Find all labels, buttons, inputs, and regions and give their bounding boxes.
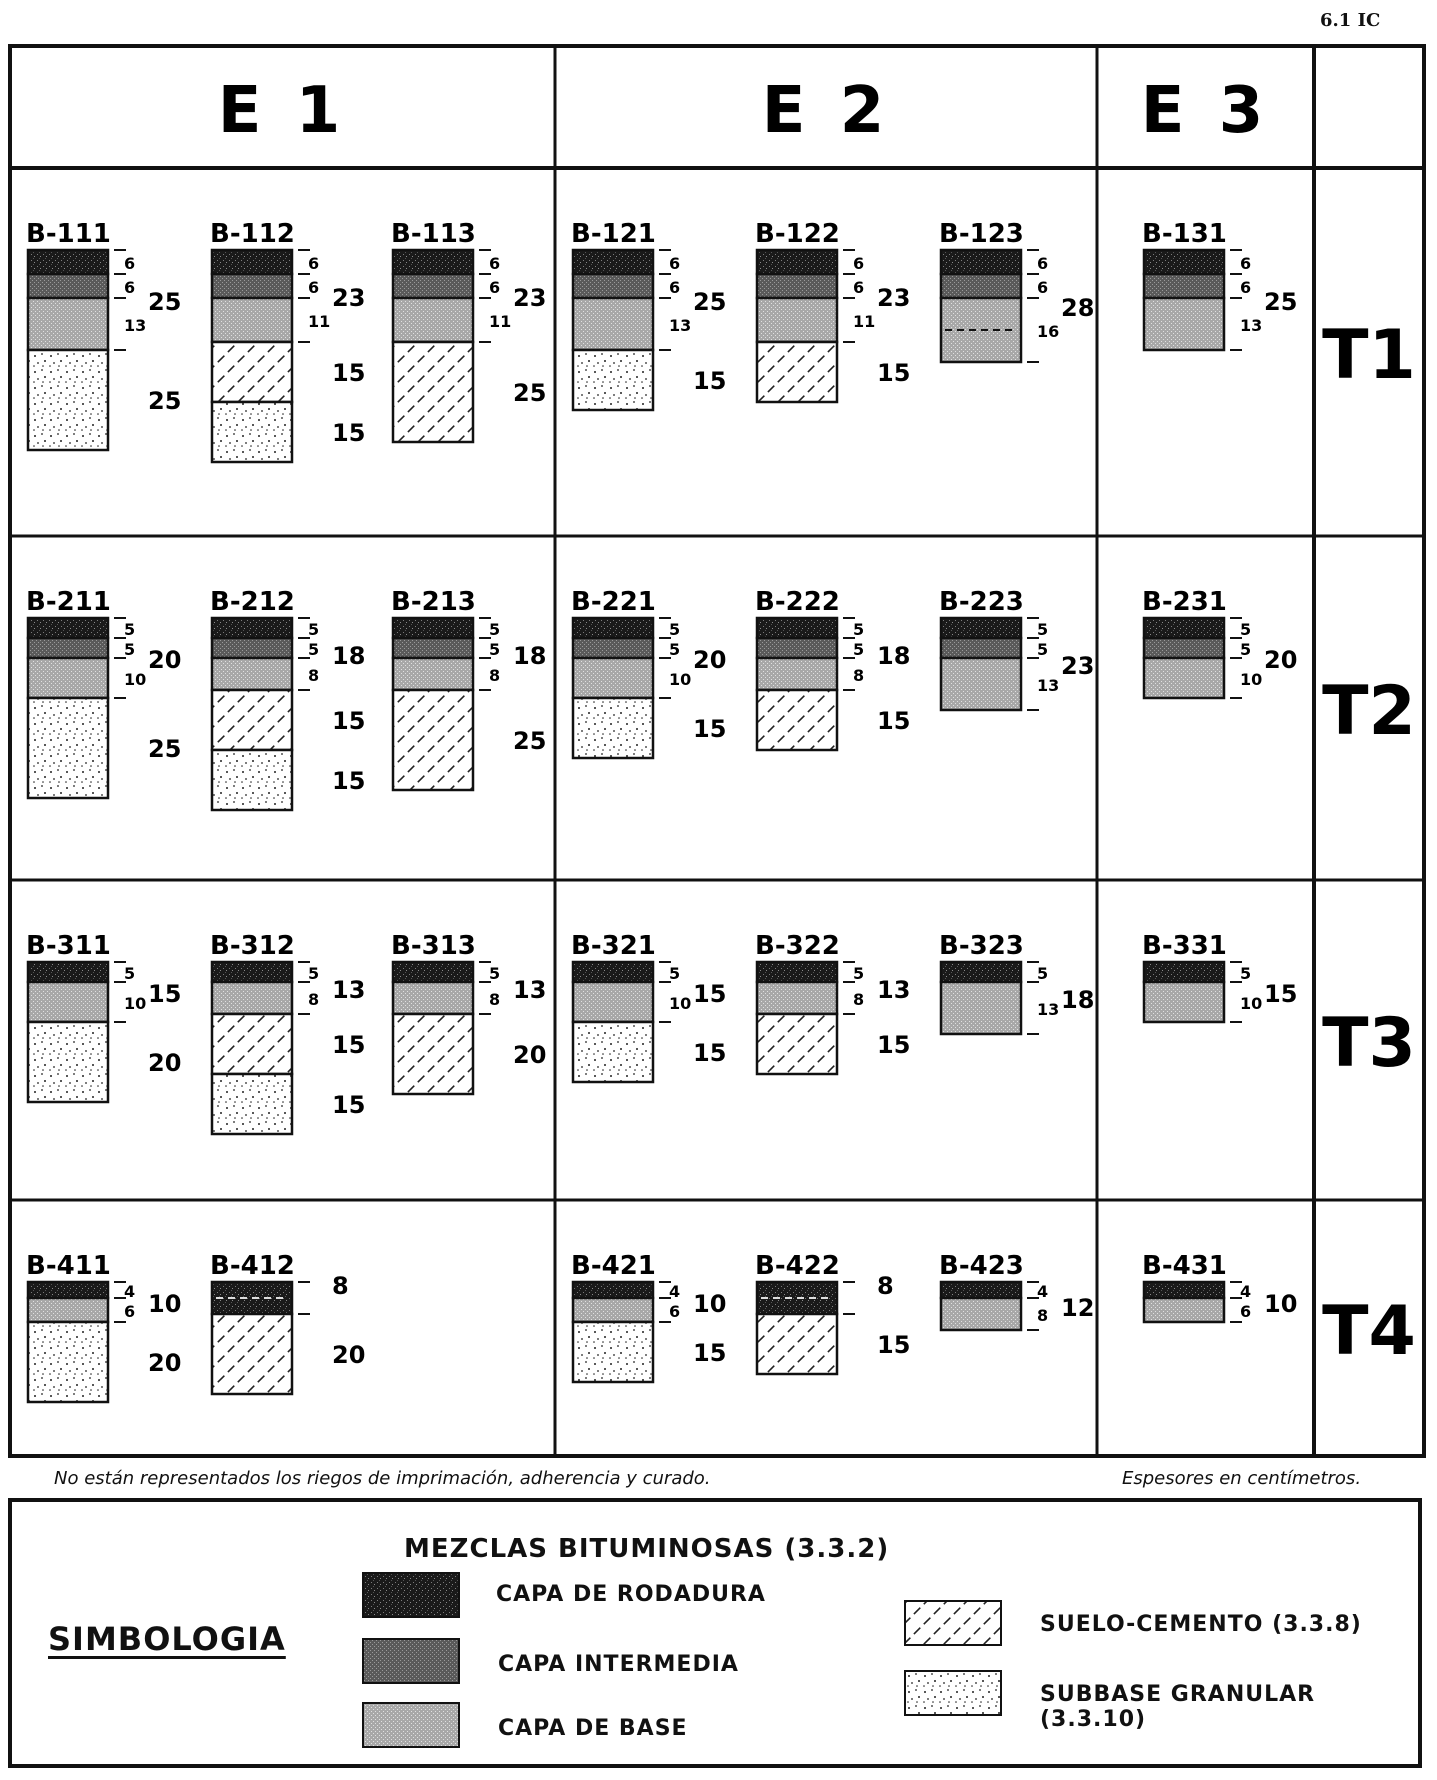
- layer-intermedia: [212, 638, 292, 658]
- section-code: B-123: [939, 219, 1024, 249]
- layer-suelo: [212, 342, 292, 402]
- thickness-label: 10: [1240, 994, 1263, 1013]
- section-b-423: [939, 1251, 1094, 1330]
- thickness-label: 20: [1264, 646, 1298, 674]
- row-label-t4: T4: [1322, 1292, 1416, 1371]
- section-code: B-113: [391, 219, 476, 249]
- thickness-label: 18: [1061, 986, 1095, 1014]
- thickness-label: 5: [308, 640, 320, 659]
- thickness-label: 25: [148, 288, 182, 316]
- thickness-label: 4: [1037, 1282, 1049, 1301]
- thickness-label: 25: [693, 288, 727, 316]
- thickness-label: 6: [669, 1302, 681, 1321]
- thickness-label: 8: [1037, 1306, 1049, 1325]
- section-code: B-411: [26, 1251, 111, 1281]
- thickness-label: 20: [148, 1349, 182, 1377]
- layer-rodadura: [1144, 1282, 1224, 1298]
- thickness-label: 10: [693, 1290, 727, 1318]
- layer-subbase: [212, 750, 292, 810]
- layer-base: [212, 298, 292, 342]
- row-label-t1: T1: [1322, 316, 1416, 395]
- layer-base: [757, 658, 837, 690]
- layer-intermedia: [573, 274, 653, 298]
- layer-rodadura: [757, 962, 837, 982]
- section-b-131: [1142, 219, 1297, 350]
- thickness-label: 5: [1240, 640, 1252, 659]
- thickness-label: 8: [489, 990, 501, 1009]
- layer-rodadura: [757, 250, 837, 274]
- layer-intermedia: [28, 274, 108, 298]
- layer-intermedia: [941, 638, 1021, 658]
- thickness-label: 5: [489, 640, 501, 659]
- thickness-label: 8: [489, 666, 501, 685]
- thickness-label: 5: [308, 964, 320, 983]
- section-b-211: [26, 587, 181, 798]
- layer-intermedia: [1144, 638, 1224, 658]
- swatch-suelo-cemento: [904, 1600, 1002, 1646]
- thickness-label: 13: [669, 316, 692, 335]
- layer-rodadura: [1144, 618, 1224, 638]
- layer-base: [393, 658, 473, 690]
- thickness-label: 5: [1240, 964, 1252, 983]
- layer-suelo: [212, 1014, 292, 1074]
- thickness-label: 13: [877, 976, 911, 1004]
- thickness-label: 13: [1037, 1000, 1060, 1019]
- layer-base: [757, 982, 837, 1014]
- layer-suelo: [757, 1014, 837, 1074]
- thickness-label: 8: [308, 666, 320, 685]
- thickness-label: 23: [877, 284, 911, 312]
- layer-base: [393, 982, 473, 1014]
- column-header-2: E 2: [761, 74, 891, 148]
- section-b-223: [939, 587, 1094, 710]
- thickness-label: 18: [332, 642, 366, 670]
- section-b-113: [391, 219, 546, 442]
- thickness-label: 8: [853, 990, 865, 1009]
- layer-subbase: [28, 1022, 108, 1102]
- section-code: B-321: [571, 931, 656, 961]
- layer-base: [28, 982, 108, 1022]
- thickness-label: 6: [124, 254, 136, 273]
- layer-base: [573, 298, 653, 350]
- section-code: B-112: [210, 219, 295, 249]
- column-header-3: E 3: [1140, 74, 1270, 148]
- thickness-label: 6: [489, 278, 501, 297]
- layer-rodadura: [1144, 962, 1224, 982]
- layer-subbase: [28, 1322, 108, 1402]
- thickness-label: 4: [124, 1282, 136, 1301]
- layer-base: [1144, 1298, 1224, 1322]
- layer-base: [28, 1298, 108, 1322]
- thickness-label: 6: [308, 254, 320, 273]
- thickness-label: 25: [148, 735, 182, 763]
- thickness-label: 5: [124, 620, 136, 639]
- legend-label-suelo-cemento: SUELO-CEMENTO (3.3.8): [1040, 1612, 1362, 1637]
- thickness-label: 6: [1240, 1302, 1252, 1321]
- section-code: B-421: [571, 1251, 656, 1281]
- layer-rodadura: [28, 962, 108, 982]
- section-code: B-212: [210, 587, 295, 617]
- layer-suelo: [757, 342, 837, 402]
- layer-intermedia: [393, 638, 473, 658]
- section-code: B-121: [571, 219, 656, 249]
- layer-suelo: [212, 1314, 292, 1394]
- section-b-323: [939, 931, 1094, 1034]
- layer-subbase: [212, 1074, 292, 1134]
- thickness-label: 23: [513, 284, 547, 312]
- thickness-label: 15: [693, 1039, 727, 1067]
- layer-rodadura: [393, 962, 473, 982]
- thickness-label: 5: [124, 640, 136, 659]
- layer-base: [28, 298, 108, 350]
- thickness-label: 25: [513, 379, 547, 407]
- thickness-label: 13: [1037, 676, 1060, 695]
- thickness-label: 20: [148, 646, 182, 674]
- layer-base: [1144, 982, 1224, 1022]
- layer-suelo: [393, 342, 473, 442]
- thickness-label: 8: [332, 1272, 349, 1300]
- section-b-231: [1142, 587, 1297, 698]
- thickness-label: 5: [489, 620, 501, 639]
- layer-intermedia: [757, 274, 837, 298]
- page-number: 6.1 IC: [1320, 10, 1381, 31]
- thickness-label: 15: [148, 980, 182, 1008]
- section-code: B-223: [939, 587, 1024, 617]
- section-code: B-231: [1142, 587, 1227, 617]
- layer-rodadura: [941, 618, 1021, 638]
- layer-base: [212, 982, 292, 1014]
- layer-suelo: [393, 690, 473, 790]
- thickness-label: 20: [513, 1041, 547, 1069]
- layer-rodadura: [573, 618, 653, 638]
- section-code: B-211: [26, 587, 111, 617]
- thickness-label: 6: [669, 278, 681, 297]
- section-code: B-313: [391, 931, 476, 961]
- thickness-label: 13: [124, 316, 147, 335]
- swatch-base: [362, 1702, 460, 1748]
- layer-rodadura: [1144, 250, 1224, 274]
- layer-rodadura: [941, 1282, 1021, 1298]
- layer-base: [941, 982, 1021, 1034]
- section-code: B-222: [755, 587, 840, 617]
- thickness-label: 12: [1061, 1294, 1095, 1322]
- layer-suelo: [393, 1014, 473, 1094]
- section-b-122: [755, 219, 910, 402]
- layer-intermedia: [1144, 274, 1224, 298]
- section-b-412: [210, 1251, 365, 1394]
- layer-subbase: [573, 350, 653, 410]
- thickness-label: 10: [1264, 1290, 1298, 1318]
- thickness-label: 5: [669, 964, 681, 983]
- thickness-label: 10: [669, 994, 692, 1013]
- legend-group-title: MEZCLAS BITUMINOSAS (3.3.2): [404, 1534, 890, 1564]
- layer-base: [573, 658, 653, 698]
- layer-base: [28, 658, 108, 698]
- legend-label-base: CAPA DE BASE: [498, 1716, 688, 1741]
- swatch-subbase: [904, 1670, 1002, 1716]
- layer-intermedia: [941, 274, 1021, 298]
- section-code: B-412: [210, 1251, 295, 1281]
- thickness-label: 8: [877, 1272, 894, 1300]
- thickness-label: 15: [877, 1031, 911, 1059]
- section-b-221: [571, 587, 726, 758]
- thickness-label: 5: [1037, 620, 1049, 639]
- thickness-label: 15: [332, 359, 366, 387]
- section-b-212: [210, 587, 365, 810]
- thickness-label: 10: [124, 670, 147, 689]
- thickness-label: 28: [1061, 294, 1095, 322]
- legend-label-subbase: SUBBASE GRANULAR (3.3.10): [1040, 1682, 1316, 1732]
- section-b-213: [391, 587, 546, 790]
- thickness-label: 25: [1264, 288, 1298, 316]
- layer-rodadura: [941, 962, 1021, 982]
- layer-intermedia: [212, 274, 292, 298]
- thickness-label: 5: [853, 620, 865, 639]
- thickness-label: 15: [877, 1331, 911, 1359]
- layer-subbase: [212, 402, 292, 462]
- section-b-123: [939, 219, 1094, 362]
- thickness-label: 18: [513, 642, 547, 670]
- thickness-label: 8: [853, 666, 865, 685]
- section-b-322: [755, 931, 910, 1074]
- section-b-222: [755, 587, 910, 750]
- thickness-label: 6: [853, 278, 865, 297]
- thickness-label: 5: [853, 964, 865, 983]
- layer-base: [212, 658, 292, 690]
- thickness-label: 5: [124, 964, 136, 983]
- thickness-label: 20: [693, 646, 727, 674]
- layer-rodadura: [941, 250, 1021, 274]
- thickness-label: 10: [1240, 670, 1263, 689]
- layer-rodadura: [28, 1282, 108, 1298]
- section-code: B-323: [939, 931, 1024, 961]
- section-code: B-431: [1142, 1251, 1227, 1281]
- thickness-label: 13: [332, 976, 366, 1004]
- thickness-label: 5: [1037, 640, 1049, 659]
- thickness-label: 5: [489, 964, 501, 983]
- layer-base: [941, 658, 1021, 710]
- section-b-312: [210, 931, 365, 1134]
- thickness-label: 5: [1240, 620, 1252, 639]
- thickness-label: 15: [877, 707, 911, 735]
- layer-rodadura: [393, 618, 473, 638]
- layer-suelo: [212, 690, 292, 750]
- layer-base: [1144, 658, 1224, 698]
- thickness-label: 15: [1264, 980, 1298, 1008]
- row-label-t3: T3: [1322, 1004, 1416, 1083]
- section-code: B-213: [391, 587, 476, 617]
- thickness-label: 13: [513, 976, 547, 1004]
- thickness-label: 15: [332, 707, 366, 735]
- section-b-111: [26, 219, 181, 450]
- layer-rodadura: [573, 1282, 653, 1298]
- section-code: B-331: [1142, 931, 1227, 961]
- section-code: B-221: [571, 587, 656, 617]
- row-label-t2: T2: [1322, 672, 1416, 751]
- legend-title: SIMBOLOGIA: [48, 1620, 286, 1658]
- layer-subbase: [28, 350, 108, 450]
- section-b-422: [755, 1251, 910, 1374]
- section-code: B-122: [755, 219, 840, 249]
- footnote: No están representados los riegos de imprimación, adherencia y curado.: [54, 1468, 711, 1489]
- section-b-112: [210, 219, 365, 462]
- section-code: B-422: [755, 1251, 840, 1281]
- thickness-label: 15: [332, 419, 366, 447]
- thickness-label: 11: [489, 312, 512, 331]
- thickness-label: 15: [693, 980, 727, 1008]
- swatch-intermedia: [362, 1638, 460, 1684]
- units-note: Espesores en centímetros.: [1122, 1468, 1362, 1489]
- thickness-label: 6: [124, 278, 136, 297]
- thickness-label: 6: [1240, 278, 1252, 297]
- section-code: B-311: [26, 931, 111, 961]
- thickness-label: 6: [669, 254, 681, 273]
- thickness-label: 23: [1061, 652, 1095, 680]
- layer-subbase: [573, 1022, 653, 1082]
- layer-subbase: [573, 698, 653, 758]
- thickness-label: 6: [308, 278, 320, 297]
- layer-intermedia: [757, 638, 837, 658]
- layer-rodadura: [393, 250, 473, 274]
- thickness-label: 6: [1037, 278, 1049, 297]
- legend-label-intermedia: CAPA INTERMEDIA: [498, 1652, 739, 1677]
- thickness-label: 18: [877, 642, 911, 670]
- thickness-label: 25: [148, 387, 182, 415]
- section-b-313: [391, 931, 546, 1094]
- thickness-label: 15: [332, 1091, 366, 1119]
- layer-base: [1144, 298, 1224, 350]
- section-b-431: [1142, 1251, 1297, 1322]
- thickness-label: 6: [1037, 254, 1049, 273]
- thickness-label: 4: [1240, 1282, 1252, 1301]
- thickness-label: 6: [1240, 254, 1252, 273]
- section-b-311: [26, 931, 181, 1102]
- section-b-321: [571, 931, 726, 1082]
- thickness-label: 15: [332, 767, 366, 795]
- thickness-label: 10: [124, 994, 147, 1013]
- layer-base: [757, 298, 837, 342]
- thickness-label: 11: [308, 312, 331, 331]
- legend-label-rodadura: CAPA DE RODADURA: [496, 1582, 766, 1607]
- thickness-label: 25: [513, 727, 547, 755]
- thickness-label: 6: [489, 254, 501, 273]
- thickness-label: 10: [669, 670, 692, 689]
- thickness-label: 8: [308, 990, 320, 1009]
- thickness-label: 5: [1037, 964, 1049, 983]
- layer-rodadura: [757, 618, 837, 638]
- section-b-421: [571, 1251, 726, 1382]
- section-code: B-131: [1142, 219, 1227, 249]
- thickness-label: 5: [669, 620, 681, 639]
- layer-base: [573, 982, 653, 1022]
- thickness-label: 23: [332, 284, 366, 312]
- thickness-label: 15: [693, 367, 727, 395]
- thickness-label: 5: [853, 640, 865, 659]
- section-b-331: [1142, 931, 1297, 1022]
- layer-base: [573, 1298, 653, 1322]
- section-code: B-312: [210, 931, 295, 961]
- thickness-label: 13: [1240, 316, 1263, 335]
- thickness-label: 6: [853, 254, 865, 273]
- swatch-rodadura: [362, 1572, 460, 1618]
- thickness-label: 15: [877, 359, 911, 387]
- layer-suelo: [757, 1314, 837, 1374]
- section-b-411: [26, 1251, 181, 1402]
- layer-intermedia: [393, 274, 473, 298]
- layer-rodadura: [212, 250, 292, 274]
- layer-intermedia: [573, 638, 653, 658]
- section-code: B-111: [26, 219, 111, 249]
- layer-rodadura: [573, 962, 653, 982]
- layer-subbase: [573, 1322, 653, 1382]
- thickness-label: 20: [148, 1049, 182, 1077]
- thickness-label: 16: [1037, 322, 1060, 341]
- layer-suelo: [757, 690, 837, 750]
- section-code: B-322: [755, 931, 840, 961]
- layer-rodadura: [573, 250, 653, 274]
- thickness-label: 4: [669, 1282, 681, 1301]
- thickness-label: 11: [853, 312, 876, 331]
- layer-rodadura: [212, 618, 292, 638]
- layer-subbase: [28, 698, 108, 798]
- legend: [8, 1498, 1422, 1768]
- layer-rodadura: [212, 962, 292, 982]
- thickness-label: 10: [148, 1290, 182, 1318]
- section-code: B-423: [939, 1251, 1024, 1281]
- thickness-label: 6: [124, 1302, 136, 1321]
- thickness-label: 5: [308, 620, 320, 639]
- thickness-label: 15: [693, 715, 727, 743]
- thickness-label: 20: [332, 1341, 366, 1369]
- thickness-label: 15: [693, 1339, 727, 1367]
- layer-intermedia: [28, 638, 108, 658]
- layer-base: [393, 298, 473, 342]
- thickness-label: 5: [669, 640, 681, 659]
- layer-base: [941, 1298, 1021, 1330]
- layer-rodadura: [28, 250, 108, 274]
- thickness-label: 15: [332, 1031, 366, 1059]
- section-b-121: [571, 219, 726, 410]
- layer-rodadura: [28, 618, 108, 638]
- column-header-1: E 1: [217, 74, 347, 148]
